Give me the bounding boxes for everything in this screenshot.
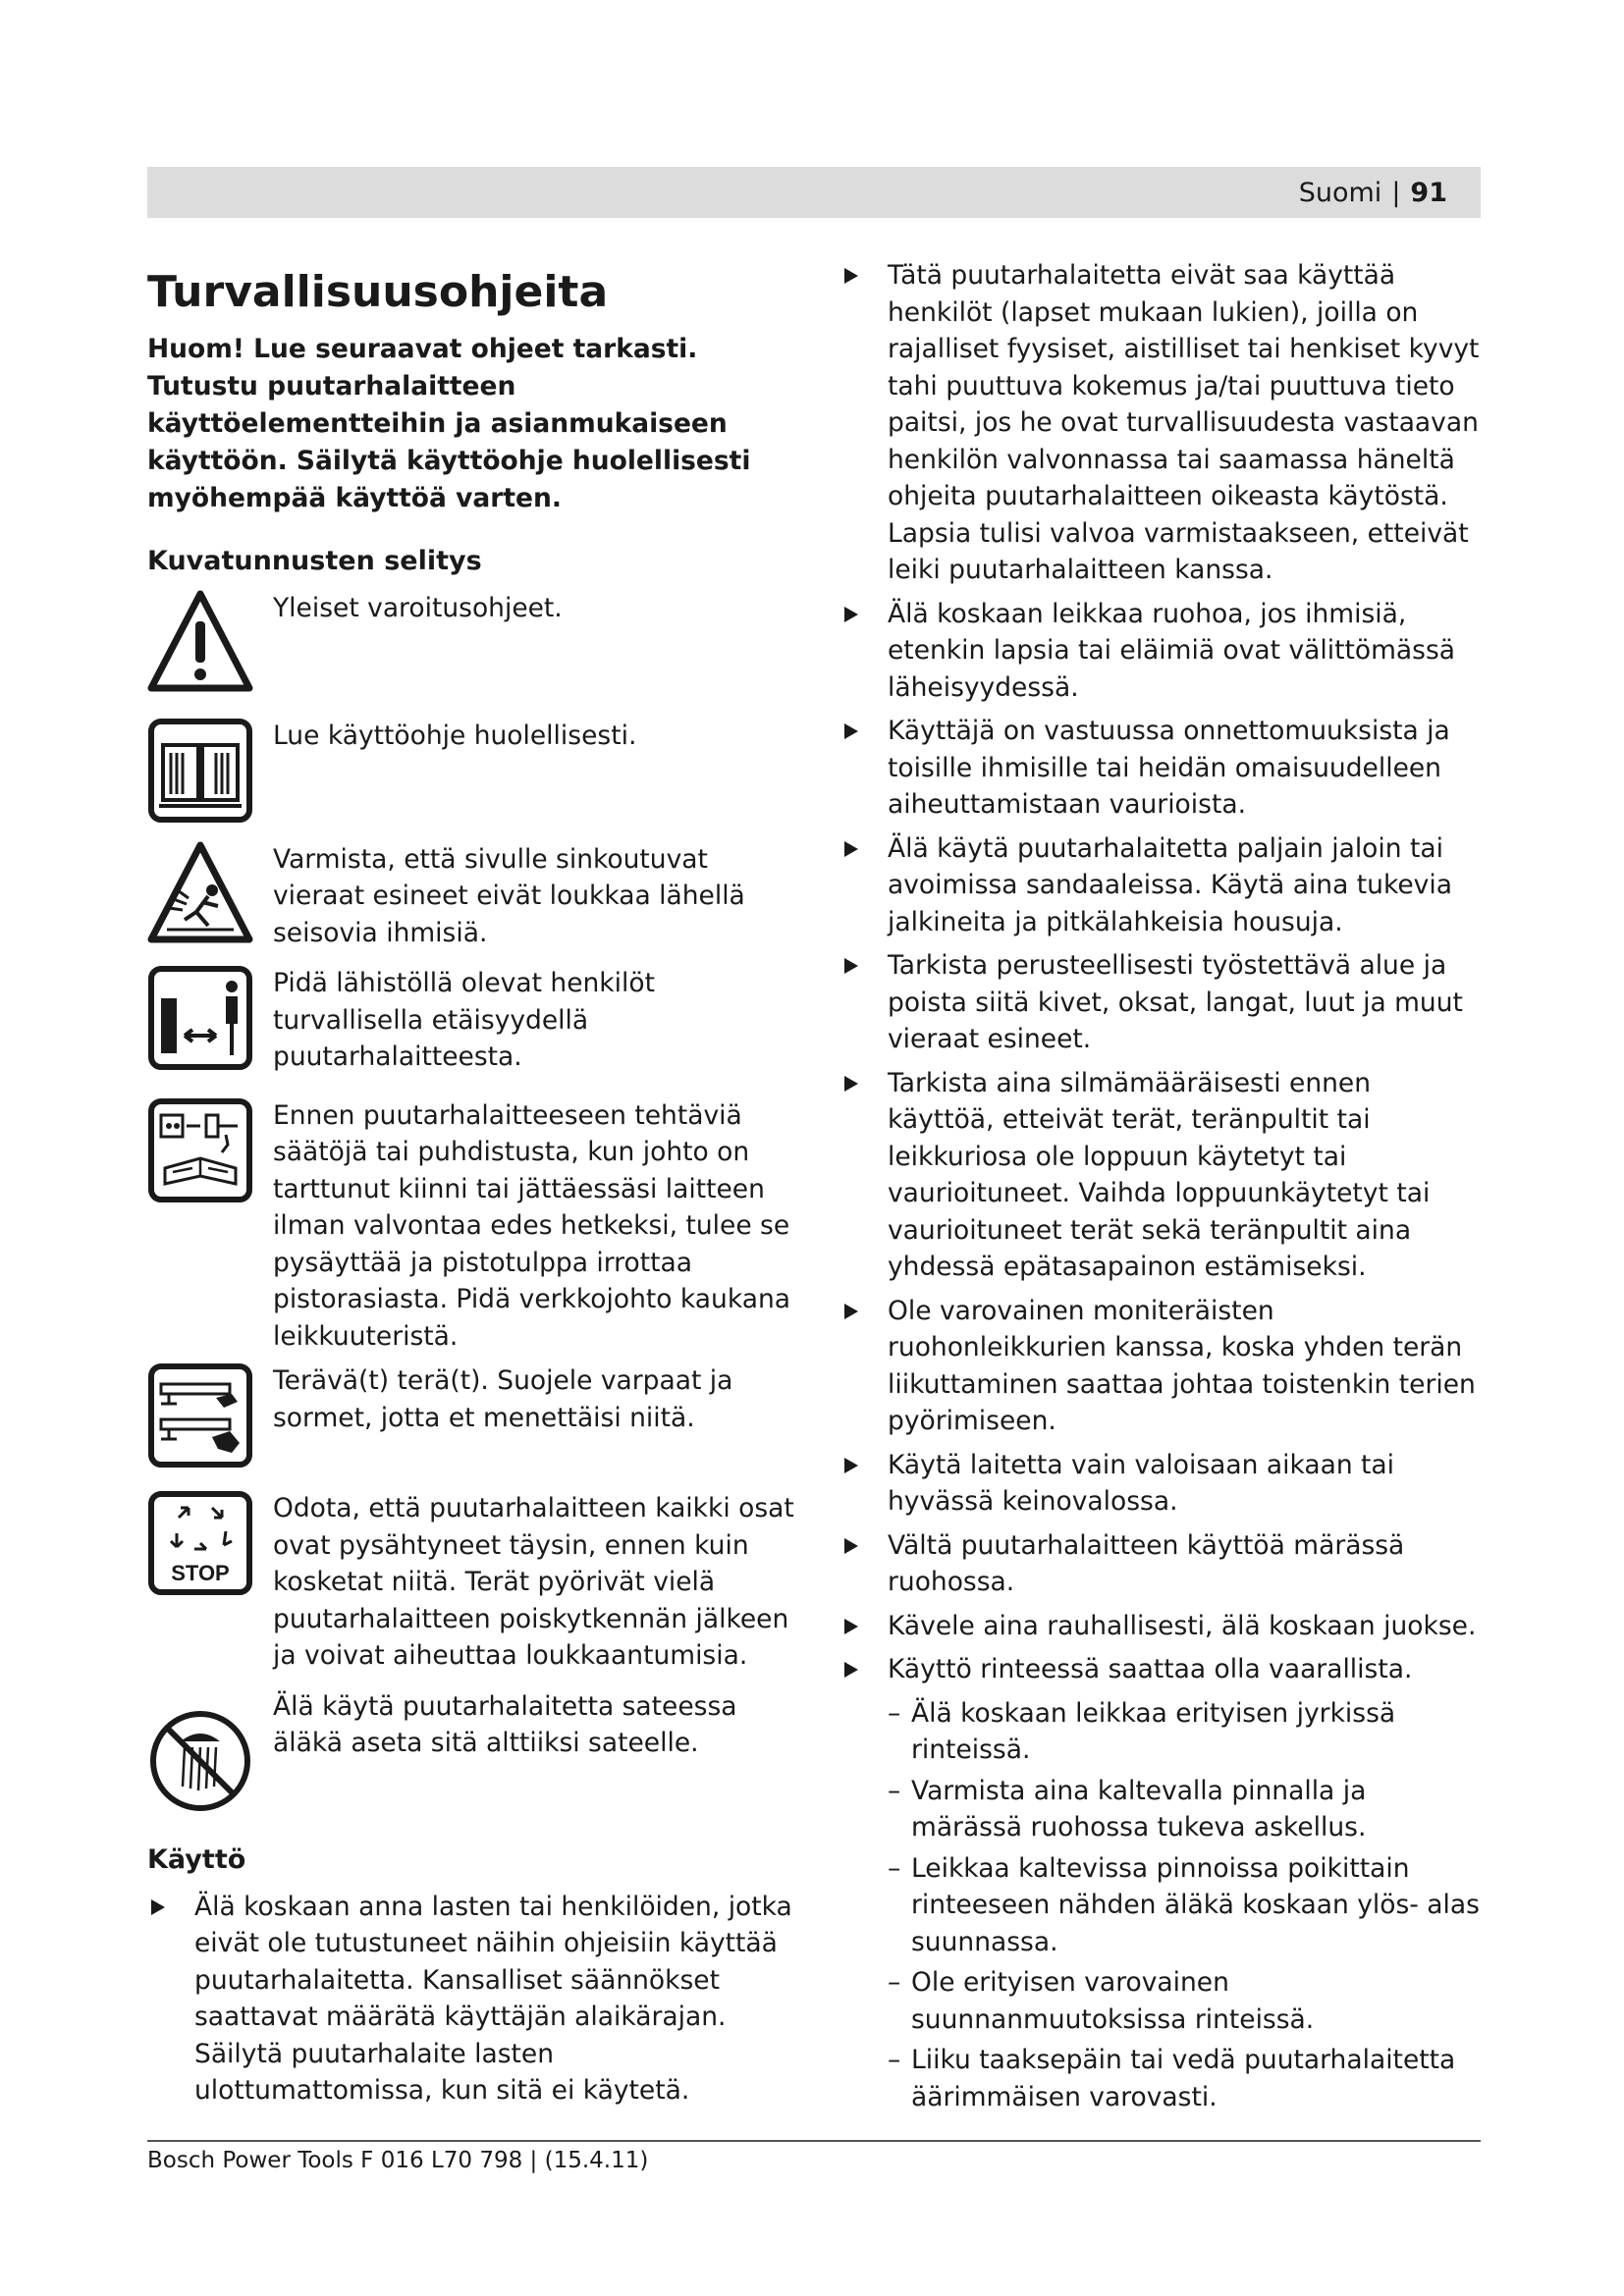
left-column xyxy=(147,257,795,2116)
page-footer: Bosch Power Tools F 016 L70 798 | (15.4.11) xyxy=(147,2148,649,2173)
symbol-row xyxy=(147,1362,795,1468)
page-number: 91 xyxy=(1410,177,1447,208)
symbol-text: Yleiset varoitusohjeet. xyxy=(273,592,563,623)
warning-triangle-icon xyxy=(147,590,253,696)
rotating-stop-icon xyxy=(147,1490,253,1596)
list-item: Kävele aina rauhallisesti, älä koskaan juokse. xyxy=(840,1608,1481,1645)
slope-sublist xyxy=(888,1695,1481,2116)
list-item: – Ole erityisen varovainen suunnanmuutoksissa rinteissä. xyxy=(888,1967,1315,2035)
safety-list xyxy=(840,257,1481,1688)
keep-distance-icon xyxy=(147,965,253,1071)
header-separator: | xyxy=(1391,177,1401,208)
bullet-triangle-icon xyxy=(844,1619,858,1634)
list-item: – Varmista aina kaltevalla pinnalla ja märässä ruohossa tukeva askellus. xyxy=(888,1775,1367,1842)
bullet-triangle-icon xyxy=(844,723,858,739)
bullet-triangle-icon xyxy=(844,268,858,284)
list-item: – Leikkaa kaltevissa pinnoissa poikittain rinteeseen nähden äläkä koskaan ylös- alas suunnassa. xyxy=(888,1852,1480,1957)
symbol-row xyxy=(147,718,795,824)
symbol-text: Varmista, että sivulle sinkoutuvat vieraat esineet eivät loukkaa lähellä seisovia ihmisiä. xyxy=(273,843,745,948)
list-item: Älä koskaan leikkaa ruohoa, jos ihmisiä, etenkin lapsia tai eläimiä ovat välittömässä läheisyydessä. xyxy=(840,596,1481,707)
symbol-text: Terävä(t) terä(t). Suojele varpaat ja sormet, jotta et menettäisi niitä. xyxy=(273,1365,733,1433)
list-item: Käytä laitetta vain valoisaan aikaan tai hyvässä keinovalossa. xyxy=(840,1447,1481,1521)
bullet-triangle-icon xyxy=(844,607,858,622)
list-item: Tarkista aina silmämääräisesti ennen käyttöä, etteivät terät, teränpultit tai leikkuriosa ole loppuun käytetyt tai vaurioituneet. Vaihda loppuunkäytetyt tai vaurioituneet terät sekä teränpultit aina yhdessä epätasapainon estämiseksi. xyxy=(840,1065,1481,1286)
page-title: Turvallisuusohjeita xyxy=(147,267,609,317)
symbol-row xyxy=(147,841,795,952)
symbol-row xyxy=(147,590,795,696)
bullet-triangle-icon xyxy=(844,958,858,974)
list-item: Älä käytä puutarhalaitetta paljain jaloin tai avoimissa sandaaleissa. Käytä aina tukevia jalkineita ja pitkälahkeisia housuja. xyxy=(840,830,1481,941)
read-manual-icon xyxy=(147,718,253,824)
sharp-blade-icon xyxy=(147,1362,253,1468)
thrown-objects-icon xyxy=(147,841,253,947)
bullet-triangle-icon xyxy=(151,1899,165,1915)
bullet-triangle-icon xyxy=(844,841,858,857)
list-item: – Älä koskaan leikkaa erityisen jyrkissä rinteissä. xyxy=(888,1697,1396,1765)
no-rain-icon xyxy=(147,1688,253,1814)
symbols-heading: Kuvatunnusten selitys xyxy=(147,545,482,576)
list-item: – Liiku taaksepäin tai vedä puutarhalaitetta äärimmäisen varovasti. xyxy=(888,2045,1456,2112)
page-header xyxy=(147,167,1481,218)
header-language: Suomi xyxy=(1298,177,1382,208)
list-item: Ole varovainen moniteräisten ruohonleikkurien kanssa, koska yhden terän liikuttaminen saattaa johtaa toistenkin terien pyörimiseen. xyxy=(840,1293,1481,1440)
list-item: Tätä puutarhalaitetta eivät saa käyttää henkilöt (lapset mukaan lukien), joilla on rajalliset fyysiset, aistilliset tai henkiset kyvyt tahi puuttuva kokemus ja/tai puuttuva tieto paitsi, jos he ovat turvallisuudesta vastaavan henkilön valvonnassa tai saamassa häneltä ohjeita puutarhalaitteen oikeasta käytöstä. Lapsia tulisi valvoa varmistaakseen, etteivät leiki puutarhalaitteen kanssa. xyxy=(840,257,1481,589)
intro-notice: Huom! Lue seuraavat ohjeet tarkasti. Tutustu puutarhalaitteen käyttöelementteihin ja asianmukaiseen käyttöön. Säilytä käyttöohje huolellisesti myöhempää käyttöä varten. xyxy=(147,333,751,513)
symbol-text: Älä käytä puutarhalaitetta sateessa äläkä aseta sitä alttiiksi sateelle. xyxy=(273,1690,737,1759)
list-item: Käyttö rinteessä saattaa olla vaarallista. xyxy=(840,1651,1481,1688)
symbol-row xyxy=(147,1490,795,1675)
symbol-text: Lue käyttöohje huolellisesti. xyxy=(273,720,637,751)
usage-heading: Käyttö xyxy=(147,1843,246,1875)
symbol-row xyxy=(147,1097,795,1356)
symbol-row xyxy=(147,1688,795,1814)
unplug-icon xyxy=(147,1097,253,1203)
stop-label: STOP xyxy=(171,1561,230,1586)
symbol-text: Ennen puutarhalaitteeseen tehtäviä säätöjä tai puhdistusta, kun johto on tarttunut kiinni tai jättäessäsi laitteen ilman valvontaa edes hetkeksi, tulee se pysäyttää ja pistotulppa irrottaa pistorasiasta. Pidä verkkojohto kaukana leikkuuteristä. xyxy=(273,1099,790,1352)
list-item: Älä koskaan anna lasten tai henkilöiden, jotka eivät ole tutustuneet näihin ohjeisiin käyttää puutarhalaitetta. Kansalliset säännökset saattavat määrätä käyttäjän alaikärajan. Säilytä puutarhalaite lasten ulottumattomissa, kun sitä ei käytetä. xyxy=(147,1889,795,2109)
bullet-triangle-icon xyxy=(844,1662,858,1678)
symbol-text: Odota, että puutarhalaitteen kaikki osat ovat pysähtyneet täysin, ennen kuin kosketat niitä. Terät pyörivät vielä puutarhalaitteen poiskytkennän jälkeen ja voivat aiheuttaa loukkaantumisia. xyxy=(273,1493,794,1672)
list-item: Vältä puutarhalaitteen käyttöä märässä ruohossa. xyxy=(840,1527,1481,1601)
bullet-triangle-icon xyxy=(844,1538,858,1554)
symbol-text: Pidä lähistöllä olevat henkilöt turvallisella etäisyydellä puutarhalaitteesta. xyxy=(273,968,655,1073)
bullet-triangle-icon xyxy=(844,1458,858,1473)
footer-divider xyxy=(147,2140,1481,2142)
list-item: Käyttäjä on vastuussa onnettomuuksista ja toisille ihmisille tai heidän omaisuudelleen aiheuttamistaan vaurioista. xyxy=(840,713,1481,824)
symbol-row xyxy=(147,965,795,1076)
bullet-triangle-icon xyxy=(844,1304,858,1319)
list-item: Tarkista perusteellisesti työstettävä alue ja poista siitä kivet, oksat, langat, luut ja muut vieraat esineet. xyxy=(840,947,1481,1058)
usage-list xyxy=(147,1889,795,2109)
right-column xyxy=(840,257,1481,2119)
bullet-triangle-icon xyxy=(844,1076,858,1092)
